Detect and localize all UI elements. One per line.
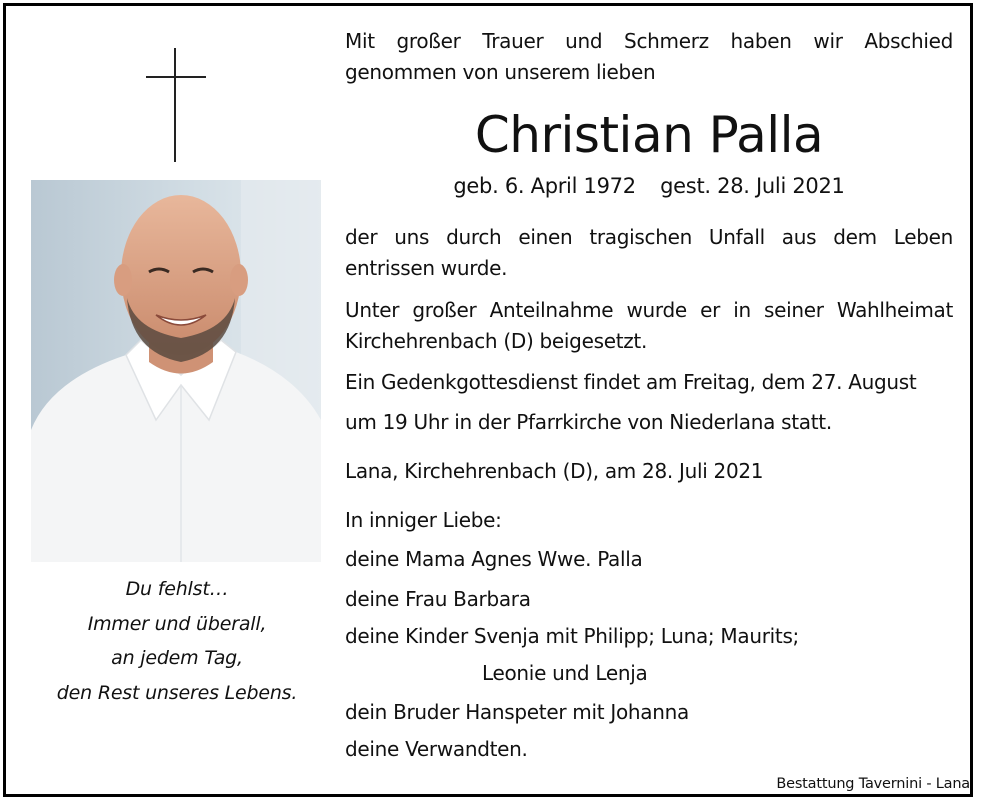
life-dates — [345, 170, 953, 202]
burial-paragraph: Unter großer Anteilnahme wurde er in seiner Wahlheimat Kirchehrenbach (D) beigesetzt. — [345, 298, 953, 353]
memorial-quote — [30, 572, 324, 710]
mourner-line: deine Verwandten. — [345, 737, 528, 761]
mourner-line: dein Bruder Hanspeter mit Johanna — [345, 700, 689, 724]
mourner-line: deine Frau Barbara — [345, 587, 531, 611]
mourner-line: deine Kinder Svenja mit Philipp; Luna; Maurits; — [345, 624, 799, 648]
mourner-line: deine Mama Agnes Wwe. Palla — [345, 547, 643, 571]
death-date: gest. 28. Juli 2021 — [660, 174, 845, 198]
place-date: Lana, Kirchehrenbach (D), am 28. Juli 2021 — [345, 459, 764, 483]
quote-line: Du fehlst… — [125, 578, 229, 600]
service-line-2: um 19 Uhr in der Pfarrkirche von Niederlana statt. — [345, 410, 832, 434]
birth-date: geb. 6. April 1972 — [453, 174, 636, 198]
service-line-1: Ein Gedenkgottesdienst findet am Freitag, dem 27. August — [345, 370, 917, 394]
portrait-photo — [31, 180, 321, 562]
quote-line: Immer und überall, — [87, 612, 267, 635]
cause-paragraph: der uns durch einen tragischen Unfall aus dem Leben entrissen wurde. — [345, 225, 953, 280]
quote-line: an jedem Tag, — [111, 647, 243, 669]
mourners-intro: In inniger Liebe: — [345, 508, 502, 532]
funeral-home-credit: Bestattung Tavernini - Lana — [776, 776, 970, 792]
intro-text: Mit großer Trauer und Schmerz haben wir Abschied genommen von unserem lieben — [345, 29, 953, 84]
cross-icon — [146, 48, 206, 162]
quote-line: den Rest unseres Lebens. — [56, 681, 298, 704]
mourner-line: Leonie und Lenja — [482, 661, 648, 685]
deceased-name: Christian Palla — [474, 106, 824, 164]
